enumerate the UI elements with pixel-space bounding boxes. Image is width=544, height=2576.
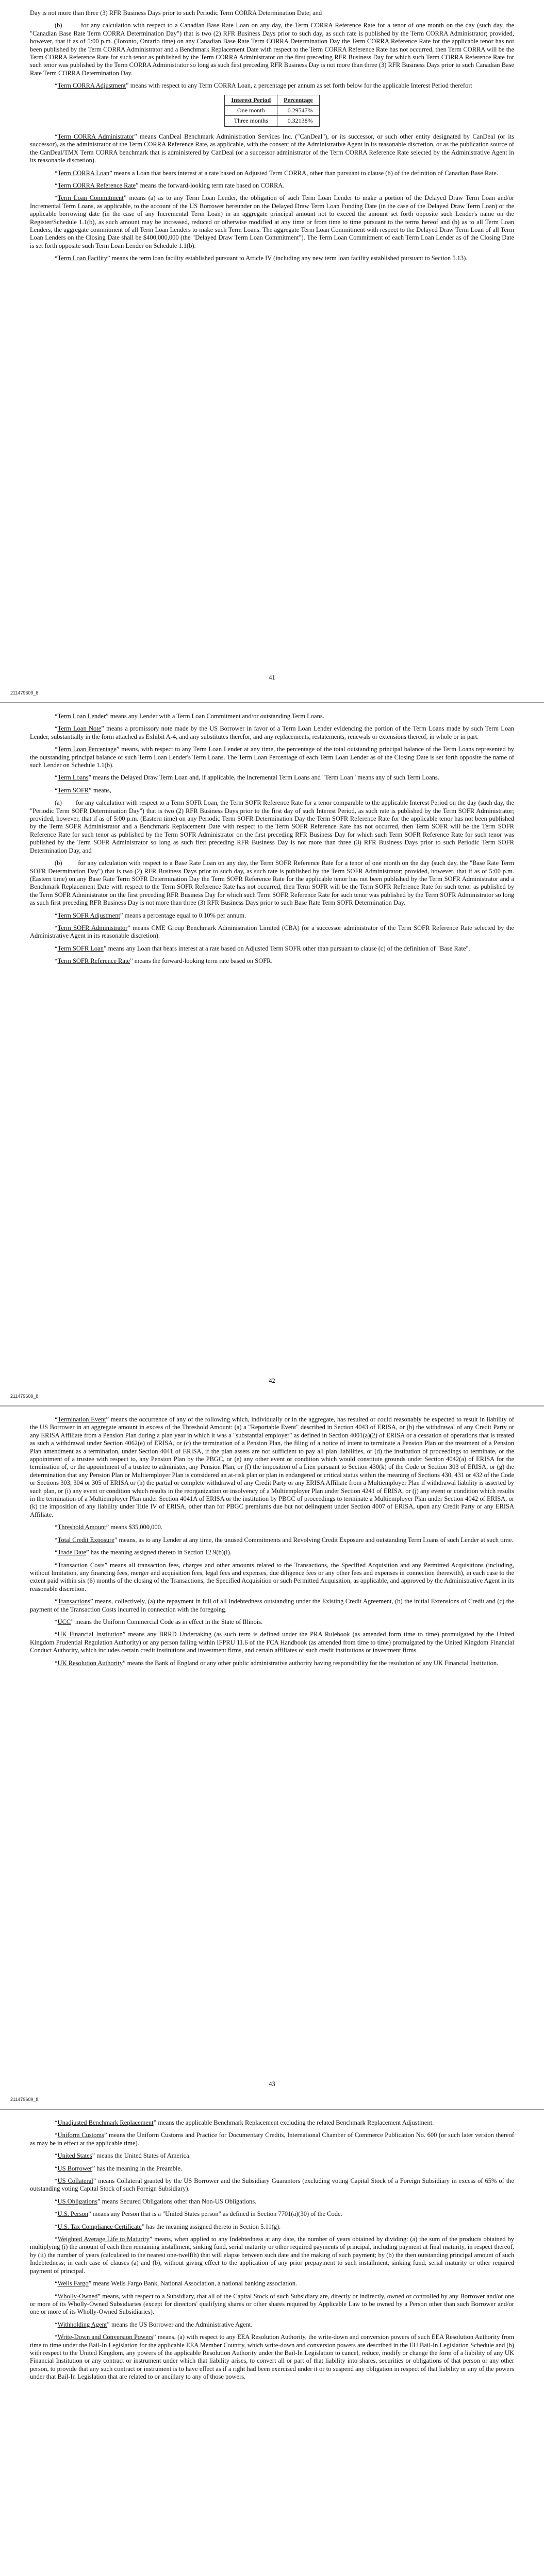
definition: “Uniform Customs” means the Uniform Customs and Practice for Documentary Credits, International Chamber of Commerce Publication No. 600 (or such later version thereof as may be in effect at the applicable time). — [30, 2131, 514, 2147]
definition: “Withholding Agent” means the US Borrower and the Administrative Agent. — [55, 2320, 253, 2328]
defined-term: Total Credit Exposure — [57, 1536, 114, 1544]
definition: “Term SOFR Administrator” means CME Group Benchmark Administration Limited (CBA) (or a successor administrator of the Term SOFR Reference Rate selected by the Administrative Agent in its reasonable discretion). — [30, 924, 514, 940]
definition: “Term Loan Facility” means the term loan facility established pursuant to Article IV (including any new term loan facility established pursuant to Section 5.13). — [55, 255, 468, 262]
table-header: Interest Period — [225, 95, 277, 105]
page-content — [30, 2119, 514, 2576]
defined-term: Withholding Agent — [57, 2320, 107, 2328]
continued-text: Day is not more than three (3) RFR Business Days prior to such Periodic Term CORRA Determination Date; and — [30, 9, 322, 16]
table-header: Percentage — [277, 95, 319, 105]
defined-term: Transactions — [57, 1598, 90, 1605]
document-page-42 — [0, 703, 544, 1406]
definition: “Term CORRA Loan” means a Loan that bears interest at a rate based on Adjusted Term CORRA, other than pursuant to clause (b) of the definition of Canadian Base Rate. — [55, 169, 498, 177]
definition: “Wells Fargo” means Wells Fargo Bank, National Association, a national banking association. — [55, 2280, 298, 2287]
document-page-43 — [0, 1406, 544, 2110]
definition: “Termination Event” means the occurrence of any of the following which, individually or in the aggregate, has resulted or could reasonably be expected to result in liability of the US Borrower in an aggregate amount in excess of the Threshold Amount: (a) a "Reportable Event" described in Section 4043 of ERISA, or (b) the withdrawal of any Credit Party or any ERISA Affiliate from a Pension Plan during a plan year in which it was a "substantial employer" as defined in Section 4001(a)(2) of ERISA or a cessation of operations that is treated as such a withdrawal under Section 4062(e) of ERISA, or (c) the termination of a Pension Plan, the filing of a notice of intent to terminate a Pension Plan or the treatment of a Pension Plan amendment as a termination, under Section 4041 of ERISA, if the plan assets are not sufficient to pay all plan liabilities, or (d) the institution of proceedings to terminate, or the appointment of a trustee with respect to, any Pension Plan by the PBGC, or (e) any other event or condition which would constitute grounds under Section 4042(a) of ERISA for the termination of, or the appointment of a trustee to administer, any Pension Plan, or (f) the imposition of a Lien pursuant to Section 430(k) of the Code or Section 303 of ERISA, or (g) the determination that any Pension Plan or Multiemployer Plan is considered an at-risk plan or plan in endangered or critical status within the meaning of Sections 430, 431 or 432 of the Code or Sections 303, 304 or 305 of ERISA or (h) the partial or complete withdrawal of any Credit Party or any ERISA Affiliate from a Multiemployer Plan if withdrawal liability is asserted by such plan, or (i) any event or condition which results in the reorganization or insolvency of a Multiemployer Plan under Section 4241 of ERISA, or (j) any event or condition which results in the termination of a Multiemployer Plan under Section 4041A of ERISA or the institution by PBGC of proceedings to terminate a Multiemployer Plan under Section 4042 of ERISA, or (k) the imposition of any liability under Title IV of ERISA, other than for PBGC premiums due but not delinquent under Section 4007 of ERISA, upon any Credit Party or any ERISA Affiliate. — [30, 1416, 514, 1518]
page-content — [30, 1416, 514, 2078]
defined-term: Term Loan Commitment — [57, 194, 124, 202]
definition: “Term CORRA Administrator” means CanDeal Benchmark Administration Services Inc. ("CanDeal"), or its successor, or such other entity designated by CanDeal (or its successor), as the administrator of the Term CORRA Reference Rate, as applicable, with the consent of the Administrative Agent in its reasonable discretion, or as the publication source of the CanDeal/TMX Term CORRA benchmark that is administered by CanDeal (or a successor administrator of the Term CORRA Reference Rate selected by the Administrative Agent in its reasonable discretion). — [30, 132, 514, 164]
definition: “Term SOFR Reference Rate” means the forward-looking term rate based on SOFR. — [55, 957, 273, 965]
definition: “U.S. Person” means any Person that is a "United States person" as defined in Section 7701(a)(30) of the Code. — [55, 2210, 342, 2218]
definition: “Term CORRA Adjustment” means with respect to any Term CORRA Loan, a percentage per annum as set forth below for the applicable Interest Period therefor: — [55, 82, 472, 90]
defined-term: Term SOFR — [57, 786, 89, 794]
defined-term: Term SOFR Administrator — [57, 924, 128, 931]
defined-term: US Collateral — [57, 2177, 93, 2185]
page-content — [30, 713, 514, 1375]
definition: “Transaction Costs” means all transaction fees, charges and other amounts related to the Transactions, the Specified Acquisition and any Permitted Acquisitions (including, without limitation, any financing fees, merger and acquisition fees, legal fees and expenses, due diligence fees or any other fees and expenses in connection therewith), in each case to the extent paid within six (6) months of the closing of the Transactions, the Specified Acquisition or such Permitted Acquisition, as applicable, and approved by the Administrative Agent in its reasonable discretion. — [30, 1561, 514, 1592]
definition: “UK Resolution Authority” means the Bank of England or any other public administrative authority having responsibility for the resolution of any UK Financial Institution. — [55, 1659, 499, 1667]
defined-term: Wholly-Owned — [57, 2292, 98, 2300]
defined-term: Term Loan Note — [57, 725, 102, 733]
defined-term: Term CORRA Reference Rate — [57, 181, 136, 189]
defined-term: Term Loans — [57, 774, 89, 782]
definition: “Term SOFR” means, — [55, 786, 111, 794]
defined-term: Trade Date — [57, 1549, 86, 1556]
clause-a: (a) for any calculation with respect to a Term SOFR Loan, the Term SOFR Reference Rate for a tenor comparable to the applicable Interest Period on the day (such day, the "Periodic Term SOFR Determination Day") that is two (2) RFR Business Days prior to the first day of such Interest Period, as such rate is published by the Term SOFR Administrator; provided, however, that if as of 5:00 p.m. (Eastern time) on any Periodic Term SOFR Determination Day the Term SOFR Reference Rate for the applicable tenor has not been published by the Term SOFR Administrator and a Benchmark Replacement Date with respect to the Term SOFR Reference Rate has not occurred, then Term SOFR will be the Term SOFR Reference Rate for such tenor as published by the Term SOFR Administrator on the first preceding RFR Business Day for which such Term SOFR Reference Rate for such tenor was published by the Term SOFR Administrator so long as such first preceding RFR Business Day is not more than three (3) RFR Business Days prior to such Periodic Term SOFR Determination Day, and — [30, 799, 514, 854]
definition: “Weighted Average Life to Maturity” means, when applied to any Indebtedness at any date, the number of years obtained by dividing: (a) the sum of the products obtained by multiplying (i) the amount of each then remaining installment, sinking fund, serial maturity or other required payments of principal, including payment at final maturity, in respect thereof, by (ii) the number of years (calculated to the nearest one-twelfth) that will elapse between such date and the making of such payment; by (b) the then outstanding principal amount of such Indebtedness; in each case of clauses (a) and (b), without giving effect to the application of any prior prepayment to such installment, sinking fund, serial maturity or other required payment of principal. — [30, 2235, 514, 2275]
page-content — [30, 9, 514, 671]
defined-term: Wells Fargo — [57, 2280, 89, 2287]
document-id: 211479609_8 — [10, 690, 39, 696]
definition: “Term Loan Lender” means any Lender with a Term Loan Commitment and/or outstanding Term Loans. — [55, 713, 324, 720]
defined-term: Unadjusted Benchmark Replacement — [57, 2119, 154, 2126]
defined-term: Term CORRA Administrator — [57, 132, 135, 140]
defined-term: Term Loan Facility — [57, 255, 107, 262]
defined-term: Term CORRA Loan — [57, 169, 110, 177]
table-row: One month 0.29547% — [225, 106, 319, 116]
defined-term: Write-Down and Conversion Powers — [57, 2333, 153, 2341]
page-number: 43 — [269, 2080, 275, 2088]
definition: “Term Loan Commitment” means (a) as to any Term Loan Lender, the obligation of such Term Loan Lender to make a portion of the Delayed Draw Term Loan and/or Incremental Term Loans, as applicable, to the account of the US Borrower hereunder on the Delayed Draw Term Loan Funding Date (in the case of the Delayed Draw Term Loan) or the applicable borrowing date (in the case of any Incremental Term Loan) in an aggregate principal amount not to exceed the amount set forth opposite such Lender's name on the Register/Schedule 1.1(b), as such amount may be increased, reduced or otherwise modified at any time or from time to time pursuant to the terms hereof and (b) as to all Term Loan Lenders, the aggregate commitment of all Term Loan Lenders to make such Term Loans. The aggregate Term Loan Commitment with respect to the Delayed Draw Term Loan of all Term Loan Lenders on the Closing Date shall be $400,000,000 (the "Delayed Draw Term Loan Commitment"). The Term Loan Commitment of each Term Loan Lender as of the Closing Date is set forth opposite such Term Loan Lender on Schedule 1.1(b). — [30, 194, 514, 249]
page-number: 42 — [269, 1377, 275, 1384]
defined-term: Termination Event — [57, 1416, 106, 1423]
table-row: Three months 0.32138% — [225, 116, 319, 126]
document-id: 211479609_8 — [10, 2096, 39, 2102]
definition: “Term Loan Percentage” means, with respect to any Term Loan Lender at any time, the percentage of the total outstanding principal balance of the Term Loans represented by the outstanding principal balance of such Term Loan Lender's Term Loans. The Term Loan Percentage of each Term Loan Lender as of the Closing Date is set forth opposite the name of such Lender on Schedule 1.1(b). — [30, 745, 514, 769]
defined-term: United States — [57, 2152, 92, 2160]
definition: “UK Financial Institution” means any BRRD Undertaking (as such term is defined under the PRA Rulebook (as amended form time to time) promulgated by the United Kingdom Prudential Regulation Authority) or any person falling within IFPRU 11.6 of the FCA Handbook (as amended from time to time) promulgated by the United Kingdom Financial Conduct Authority, which includes certain credit institutions and investment firms, and certain affiliates of such credit institutions or investment firms. — [30, 1631, 514, 1654]
definition: “US Obligations” means Secured Obligations other than Non-US Obligations. — [55, 2197, 257, 2205]
definition: “US Collateral” means Collateral granted by the US Borrower and the Subsidiary Guarantors (excluding voting Capital Stock of a Foreign Subsidiary in excess of 65% of the outstanding voting Capital Stock of such Foreign Subsidiary). — [30, 2177, 514, 2193]
defined-term: Term SOFR Adjustment — [57, 911, 120, 919]
defined-term: UK Resolution Authority — [57, 1659, 123, 1667]
defined-term: U.S. Tax Compliance Certificate — [57, 2223, 142, 2230]
definition: “Term SOFR Loan” means any Loan that bears interest at a rate based on Adjusted Term SOFR other than pursuant to clause (c) of the definition of "Base Rate". — [55, 944, 470, 952]
document-page-44 — [0, 2110, 544, 2576]
definition: “U.S. Tax Compliance Certificate” has the meaning assigned thereto in Section 5.11(g). — [55, 2223, 281, 2230]
defined-term: Term Loan Lender — [57, 713, 106, 720]
term-corra-adjustment-table — [224, 95, 319, 127]
definition: “US Borrower” has the meaning in the Preamble. — [55, 2164, 183, 2172]
defined-term: Term SOFR Reference Rate — [57, 957, 130, 965]
definition: “Term CORRA Reference Rate” means the forward-looking term rate based on CORRA. — [55, 181, 285, 189]
defined-term: Term Loan Percentage — [57, 745, 117, 753]
clause-b: (b) for any calculation with respect to a Canadian Base Rate Loan on any day, the Term CORRA Reference Rate for a tenor of one month on the day (such day, the "Canadian Base Rate Term CORRA Determination Day") that is two (2) RFR Business Days prior to such day, as such rate is published by the Term CORRA Administrator; provided, however, that if as of 5:00 p.m. (Toronto, Ontario time) on any Canadian Base Rate Term CORRA Determination Day the Term CORRA Reference Rate for the applicable tenor has not been published by the Term CORRA Administrator and a Benchmark Replacement Date with respect to the Term CORRA Reference Rate has not occurred, then Term CORRA will be the Term CORRA Reference Rate for such tenor as published by the Term CORRA Administrator on the first preceding RFR Business Day for which such Term CORRA Reference Rate for such tenor was published by the Term CORRA Administrator so long as such first preceding RFR Business Day is not more than three (3) RFR Business Days prior to such Canadian Base Rate Term CORRA Determination Day. — [30, 22, 514, 77]
defined-term: US Obligations — [57, 2197, 97, 2205]
defined-term: UCC — [57, 1618, 71, 1625]
definition: “Term Loan Note” means a promissory note made by the US Borrower in favor of a Term Loan Lender evidencing the portion of the Term Loans made by such Term Loan Lender, substantially in the form attached as Exhibit A-4, and any substitutes therefor, and any replacements, restatements, renewals or extensions thereof, in whole or in part. — [30, 725, 514, 740]
definition: “Write-Down and Conversion Powers” means, (a) with respect to any EEA Resolution Authority, the write-down and conversion powers of such EEA Resolution Authority from time to time under the Bail-In Legislation for the applicable EEA Member Country, which write-down and conversion powers are described in the EU Bail-In Legislation Schedule and (b) with respect to the United Kingdom, any powers of the applicable Resolution Authority under the Bail-In Legislation to cancel, reduce, modify or change the form of a liability of any UK Financial Institution or any contract or instrument under which that liability arises, to convert all or part of that liability into shares, securities or obligations of that person or any other person, to provide that any such contract or instrument is to have effect as if a right had been exercised under it or to suspend any obligation in respect of that liability or any of the powers under that Bail-In Legislation that are related to or ancillary to any of those powers. — [30, 2333, 514, 2381]
document-page-41 — [0, 0, 544, 703]
defined-term: Uniform Customs — [57, 2131, 104, 2139]
definition: “UCC” means the Uniform Commercial Code as in effect in the State of Illinois. — [55, 1618, 263, 1625]
defined-term: Threshold Amount — [57, 1523, 106, 1531]
defined-term: Weighted Average Life to Maturity — [57, 2235, 150, 2243]
document-id: 211479609_8 — [10, 1393, 39, 1399]
defined-term: US Borrower — [57, 2164, 92, 2172]
definition: “Total Credit Exposure” means, as to any Lender at any time, the unused Commitments and Revolving Credit Exposure and outstanding Term Loans of such Lender at such time. — [55, 1536, 514, 1544]
definition: “Term SOFR Adjustment” means a percentage equal to 0.10% per annum. — [55, 911, 246, 919]
defined-term: Term SOFR Loan — [57, 944, 104, 952]
definition: “Trade Date” has the meaning assigned thereto in Section 12.9(b)(i). — [55, 1549, 232, 1556]
definition: “United States” means the United States of America. — [55, 2152, 191, 2160]
definition: “Term Loans” means the Delayed Draw Term Loan and, if applicable, the Incremental Term Loans and "Term Loan" means any of such Term Loans. — [55, 774, 439, 782]
defined-term: Term CORRA Adjustment — [57, 82, 126, 90]
definition: “Wholly-Owned” means, with respect to a Subsidiary, that all of the Capital Stock of such Subsidiary are, directly or indirectly, owned or controlled by any Borrower and/or one or more of its Wholly-Owned Subsidiaries (except for directors' qualifying shares or other shares required by Applicable Law to be owned by a Person other than such Borrower and/or one or more of its Wholly-Owned Subsidiaries). — [30, 2292, 514, 2316]
clause-b: (b) for any calculation with respect to a Base Rate Loan on any day, the Term SOFR Reference Rate for a tenor of one month on the day (such day, the "Base Rate Term SOFR Determination Day") that is two (2) RFR Business Days prior to such day, as such rate is published by the Term SOFR Administrator; provided, however, that if as of 5:00 p.m. (Eastern time) on any Base Rate Term SOFR Determination Day the Term SOFR Reference Rate for the applicable tenor has not been published by the Term SOFR Administrator and a Benchmark Replacement Date with respect to the Term SOFR Reference Rate has not occurred, then Term SOFR will be the Term SOFR Reference Rate for such tenor as published by the Term SOFR Administrator on the first preceding RFR Business Day for which such Term SOFR Reference Rate for such tenor was published by the Term SOFR Administrator so long as such first preceding RFR Business Day is not more than three (3) RFR Business Days prior to such Base Rate Term SOFR Determination Day. — [30, 859, 514, 907]
defined-term: U.S. Person — [57, 2210, 88, 2218]
page-number: 41 — [269, 673, 275, 681]
definition: “Unadjusted Benchmark Replacement” means the applicable Benchmark Replacement excluding the related Benchmark Replacement Adjustment. — [55, 2119, 434, 2126]
definition: “Transactions” means, collectively, (a) the repayment in full of all Indebtedness outstanding under the Existing Credit Agreement, (b) the initial Extensions of Credit and (c) the payment of the Transaction Costs incurred in connection with the foregoing. — [30, 1598, 514, 1613]
defined-term: UK Financial Institution — [57, 1631, 123, 1638]
defined-term: Transaction Costs — [57, 1561, 105, 1569]
definition: “Threshold Amount” means $35,000,000. — [55, 1523, 163, 1531]
